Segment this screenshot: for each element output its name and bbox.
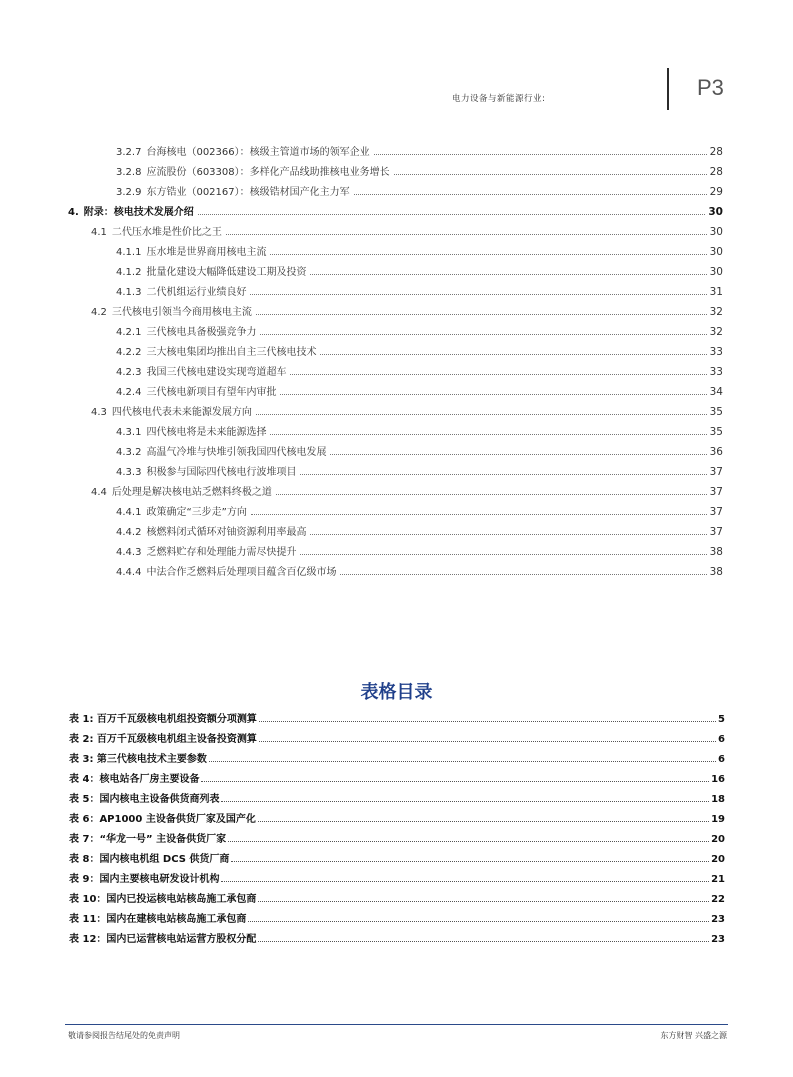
toc-entry-page: 38 (709, 566, 723, 578)
table-list-entry[interactable] (69, 929, 725, 945)
footer-divider (65, 1024, 728, 1025)
table-list-entry[interactable] (69, 769, 725, 785)
table-leader-dots (258, 941, 709, 942)
toc-leader-dots (374, 154, 707, 155)
table-leader-dots (259, 721, 716, 722)
toc-entry-number: 3.2.8 (116, 167, 142, 178)
table-leader-dots (221, 881, 709, 882)
toc-entry-page: 35 (709, 426, 723, 438)
table-entry-label: 表 11：国内在建核电站核岛施工承包商 (69, 914, 247, 925)
toc-entry-title: 核燃料闭式循环对铀资源利用率最高 (146, 527, 307, 538)
table-entry-page: 19 (711, 814, 725, 825)
toc-entry-title: 二代压水堆是性价比之王 (111, 227, 222, 238)
toc-entry[interactable] (91, 483, 723, 498)
toc-entry-page: 30 (709, 246, 723, 258)
toc-entry[interactable] (116, 363, 723, 378)
toc-entry[interactable] (91, 303, 723, 318)
toc-entry-number: 4.2.1 (116, 327, 142, 338)
toc-entry-number: 3.2.7 (116, 147, 142, 158)
table-entry-label: 表 8：国内核电机组 DCS 供货厂商 (69, 854, 230, 865)
toc-entry-title: 三大核电集团均推出自主三代核电技术 (146, 347, 317, 358)
toc-entry-number: 4.2.2 (116, 347, 142, 358)
table-entry-page: 23 (711, 914, 725, 925)
toc-entry-number: 4.3.2 (116, 447, 142, 458)
toc-entry-title: 三代核电新项目有望年内审批 (146, 387, 277, 398)
toc-entry-page: 30 (708, 206, 723, 218)
toc-entry-title: 我国三代核电建设实现弯道超车 (146, 367, 287, 378)
table-leader-dots (201, 781, 709, 782)
table-entry-label: 表 4：核电站各厂房主要设备 (69, 774, 200, 785)
footer-disclaimer: 敬请参阅报告结尾处的免责声明 (68, 1031, 180, 1040)
toc-entry-number: 4.4 (91, 487, 107, 498)
toc-entry-title: 台海核电（002366）：核级主管道市场的领军企业 (146, 147, 370, 158)
table-entry-label: 表 1: 百万千瓦级核电机组投资额分项测算 (69, 714, 257, 725)
toc-entry-page: 33 (709, 346, 723, 358)
table-list-entry[interactable] (69, 909, 725, 925)
page-number: P3 (697, 75, 724, 100)
table-leader-dots (231, 861, 709, 862)
toc-entry-title: 二代机组运行业绩良好 (146, 287, 247, 298)
toc-entry[interactable] (116, 443, 723, 458)
table-leader-dots (228, 841, 709, 842)
toc-leader-dots (226, 234, 707, 235)
table-entry-page: 6 (718, 734, 725, 745)
table-list-entry[interactable] (69, 789, 725, 805)
table-leader-dots (221, 801, 709, 802)
toc-entry[interactable] (116, 163, 723, 178)
table-entry-label: 表 10：国内已投运核电站核岛施工承包商 (69, 894, 257, 905)
table-entry-page: 5 (718, 714, 725, 725)
toc-leader-dots (320, 354, 706, 355)
header-divider (667, 68, 669, 110)
table-list-entry[interactable] (69, 809, 725, 825)
toc-entry-number: 4.3.3 (116, 467, 142, 478)
toc-leader-dots (310, 274, 706, 275)
toc-entry-page: 37 (709, 486, 723, 498)
toc-entry[interactable] (116, 343, 723, 358)
toc-entry-number: 4.2.4 (116, 387, 142, 398)
toc-entry[interactable] (116, 523, 723, 538)
toc-entry-page: 38 (709, 546, 723, 558)
toc-entry-page: 35 (709, 406, 723, 418)
table-leader-dots (209, 761, 716, 762)
toc-entry-page: 31 (709, 286, 723, 298)
toc-leader-dots (256, 414, 707, 415)
toc-entry-page: 28 (709, 166, 723, 178)
toc-leader-dots (310, 534, 706, 535)
toc-leader-dots (251, 514, 707, 515)
toc-entry-page: 37 (709, 466, 723, 478)
table-leader-dots (248, 921, 709, 922)
toc-entry[interactable] (116, 543, 723, 558)
toc-leader-dots (198, 214, 706, 215)
toc-entry-title: 政策确定“三步走”方向 (146, 507, 247, 518)
toc-entry-title: 三代核电引领当今商用核电主流 (111, 307, 252, 318)
table-list-entry[interactable] (69, 849, 725, 865)
toc-entry[interactable] (116, 283, 723, 298)
table-list-entry[interactable] (69, 709, 725, 725)
table-entry-page: 20 (711, 854, 725, 865)
toc-leader-dots (256, 314, 707, 315)
toc-entry[interactable] (116, 323, 723, 338)
toc-entry-title: 三代核电具备极强竞争力 (146, 327, 257, 338)
toc-leader-dots (280, 394, 706, 395)
table-leader-dots (258, 821, 709, 822)
toc-entry[interactable] (68, 203, 723, 218)
toc-leader-dots (354, 194, 707, 195)
toc-entry[interactable] (116, 183, 723, 198)
toc-entry-title: 四代核电代表未来能源发展方向 (111, 407, 252, 418)
toc-entry-title: 批量化建设大幅降低建设工期及投资 (146, 267, 307, 278)
toc-entry-number: 4.1.1 (116, 247, 142, 258)
toc-entry-page: 28 (709, 146, 723, 158)
table-entry-label: 表 9：国内主要核电研发设计机构 (69, 874, 220, 885)
toc-entry-page: 34 (709, 386, 723, 398)
toc-entry-number: 4.1.2 (116, 267, 142, 278)
toc-entry-page: 32 (709, 306, 723, 318)
toc-entry-number: 4.4.1 (116, 507, 142, 518)
toc-entry-number: 4.3 (91, 407, 107, 418)
toc-leader-dots (270, 434, 706, 435)
table-entry-page: 22 (711, 894, 725, 905)
toc-entry-page: 37 (709, 506, 723, 518)
table-entry-page: 20 (711, 834, 725, 845)
table-entry-label: 表 6：AP1000 主设备供货厂家及国产化 (69, 814, 256, 825)
table-list-entry[interactable] (69, 889, 725, 905)
table-entry-page: 6 (718, 754, 725, 765)
table-list-entry[interactable] (69, 729, 725, 745)
toc-entry-number: 4.2.3 (116, 367, 142, 378)
toc-entry-page: 29 (709, 186, 723, 198)
toc-entry[interactable] (91, 403, 723, 418)
toc-entry[interactable] (116, 563, 723, 578)
toc-entry[interactable] (116, 423, 723, 438)
table-entry-page: 23 (711, 934, 725, 945)
toc-leader-dots (250, 294, 706, 295)
toc-entry[interactable] (116, 383, 723, 398)
toc-entry-number: 4.1 (91, 227, 107, 238)
footer-slogan: 东方财智 兴盛之源 (660, 1031, 727, 1040)
table-entry-page: 21 (711, 874, 725, 885)
toc-entry-title: 附录：核电技术发展介绍 (83, 207, 194, 218)
table-list-entry[interactable] (69, 869, 725, 885)
toc-leader-dots (340, 574, 706, 575)
toc-entry-title: 应流股份（603308）：多样化产品线助推核电业务增长 (146, 167, 390, 178)
toc-entry-number: 4.1.3 (116, 287, 142, 298)
toc-entry-number: 4.4.2 (116, 527, 142, 538)
toc-leader-dots (300, 554, 706, 555)
table-entry-label: 表 7：“华龙一号” 主设备供货厂家 (69, 834, 227, 845)
toc-leader-dots (300, 474, 706, 475)
table-list-entry[interactable] (69, 829, 725, 845)
header-title: 电力设备与新能源行业: (452, 94, 546, 104)
toc-entry-title: 中法合作乏燃料后处理项目蕴含百亿级市场 (146, 567, 337, 578)
toc-entry-number: 3.2.9 (116, 187, 142, 198)
toc-entry[interactable] (116, 503, 723, 518)
toc-leader-dots (290, 374, 706, 375)
toc-leader-dots (276, 494, 707, 495)
toc-entry-page: 33 (709, 366, 723, 378)
toc-entry-page: 37 (709, 526, 723, 538)
toc-entry-title: 高温气冷堆与快堆引领我国四代核电发展 (146, 447, 327, 458)
toc-entry-number: 4.4.4 (116, 567, 142, 578)
toc-entry-number: 4.3.1 (116, 427, 142, 438)
toc-entry-number: 4.2 (91, 307, 107, 318)
table-entry-page: 18 (711, 794, 725, 805)
toc-entry-title: 积极参与国际四代核电行波堆项目 (146, 467, 297, 478)
toc-entry[interactable] (91, 223, 723, 238)
toc-entry-title: 东方锆业（002167）：核级锆材国产化主力军 (146, 187, 350, 198)
toc-entry-page: 30 (709, 226, 723, 238)
table-list-entry[interactable] (69, 749, 725, 765)
toc-entry-number: 4.4.3 (116, 547, 142, 558)
table-leader-dots (258, 901, 709, 902)
toc-entry[interactable] (116, 243, 723, 258)
table-entry-label: 表 2: 百万千瓦级核电机组主设备投资测算 (69, 734, 257, 745)
toc-entry-title: 四代核电将是未来能源选择 (146, 427, 267, 438)
toc-entry-title: 压水堆是世界商用核电主流 (146, 247, 267, 258)
toc-entry-page: 32 (709, 326, 723, 338)
tables-section-title: 表格目录 (360, 682, 433, 703)
toc-entry[interactable] (116, 263, 723, 278)
toc-entry[interactable] (116, 143, 723, 158)
table-entry-page: 16 (711, 774, 725, 785)
toc-leader-dots (260, 334, 706, 335)
table-leader-dots (259, 741, 716, 742)
toc-entry-page: 30 (709, 266, 723, 278)
table-entry-label: 表 5：国内核电主设备供货商列表 (69, 794, 220, 805)
toc-entry-number: 4. (68, 207, 79, 218)
toc-entry[interactable] (116, 463, 723, 478)
toc-entry-title: 后处理是解决核电站乏燃料终极之道 (111, 487, 272, 498)
table-entry-label: 表 12：国内已运营核电站运营方股权分配 (69, 934, 257, 945)
toc-entry-title: 乏燃料贮存和处理能力需尽快提升 (146, 547, 297, 558)
toc-entry-page: 36 (709, 446, 723, 458)
toc-leader-dots (394, 174, 707, 175)
table-entry-label: 表 3: 第三代核电技术主要参数 (69, 754, 207, 765)
toc-leader-dots (330, 454, 706, 455)
toc-leader-dots (270, 254, 706, 255)
